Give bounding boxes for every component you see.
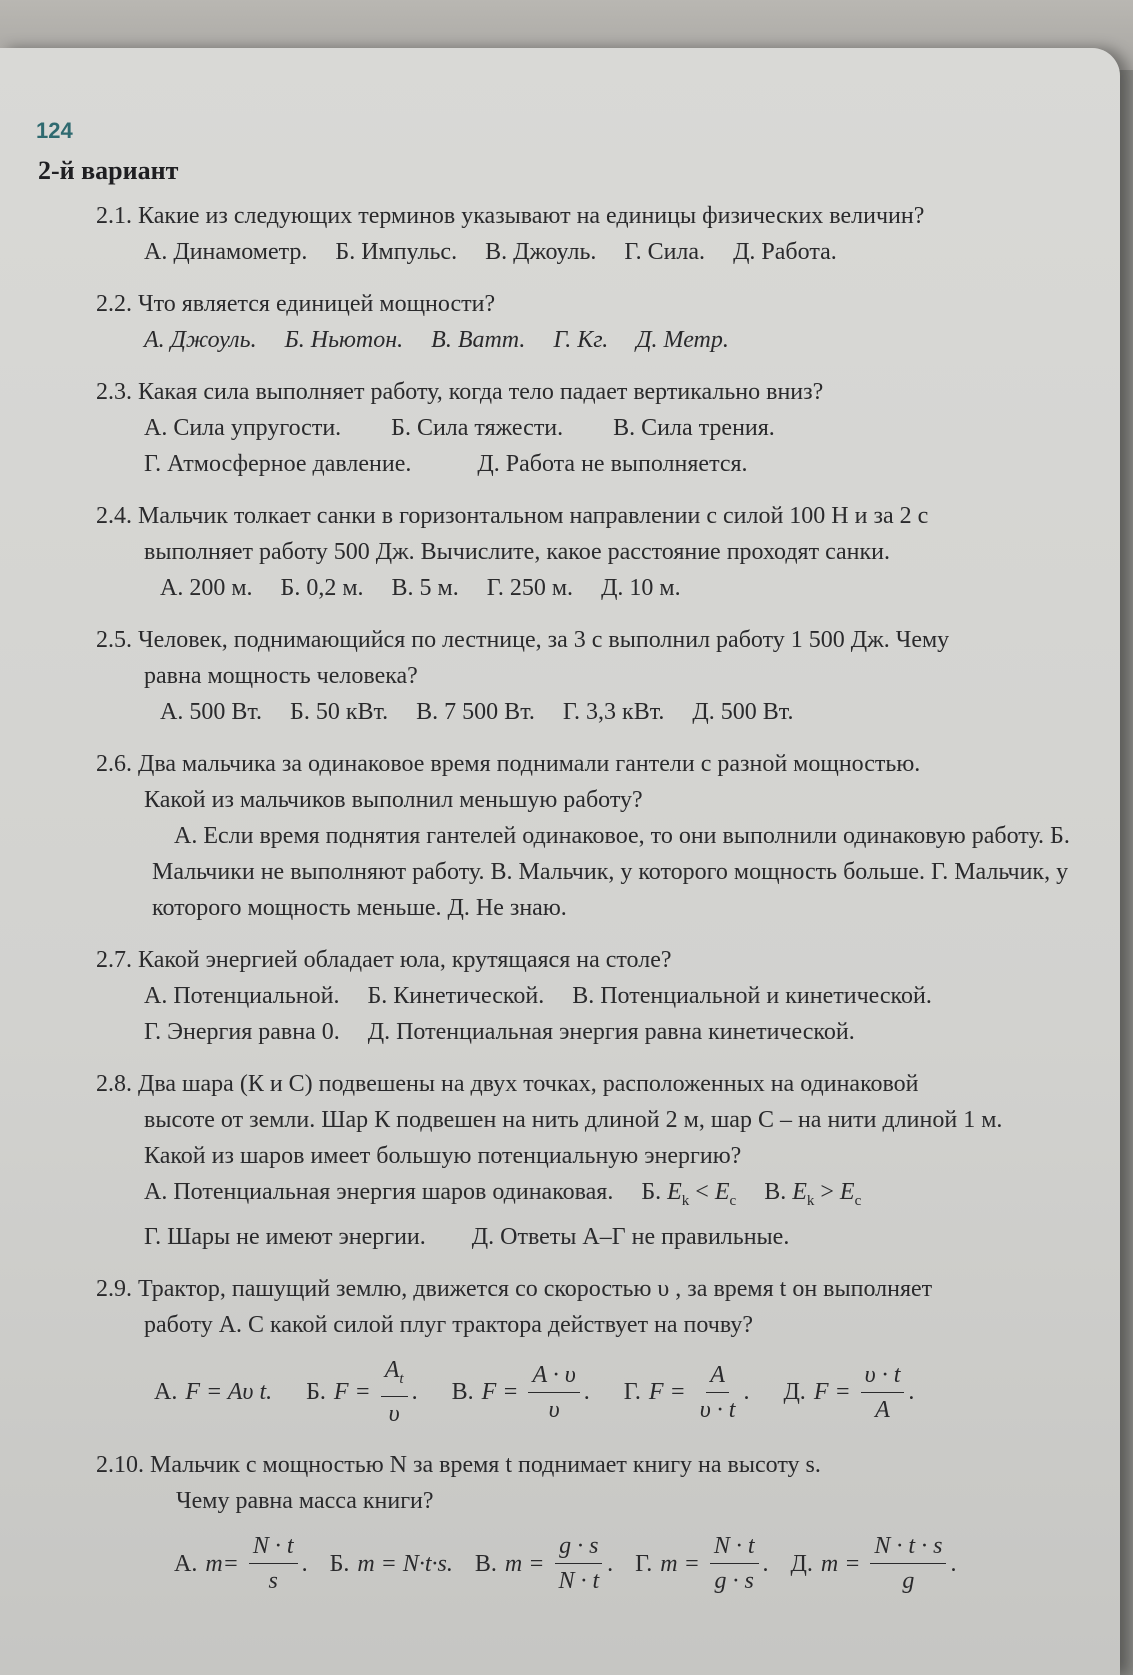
answer-options-row1 xyxy=(96,978,1086,1014)
option-a: А. 200 м. xyxy=(160,575,253,601)
option-d: Г. Атмосферное давление. xyxy=(144,451,412,477)
option-a: А. Потенциальной. xyxy=(144,983,340,1009)
question-text: 2.7. Какой энергией обладает юла, крутящаяся на столе? xyxy=(96,947,672,973)
fraction: $\frac{A_t}{\upsilon}$ xyxy=(381,1353,408,1431)
option-e: Д. Потенциальная энергия равна кинетической. xyxy=(367,1019,855,1045)
question-text-cont-2: Какой из шаров имеет большую потенциальную энергию? xyxy=(144,1143,742,1169)
fraction: $\frac{A \cdot \upsilon}{\upsilon}$ xyxy=(528,1358,579,1427)
question-text: 2.5. Человек, поднимающийся по лестнице, за 3 с выполнил работу 1 500 Дж. Чему xyxy=(96,627,950,653)
option-e: Д. Работа не выполняется. xyxy=(477,451,748,477)
option-a: А. F = Aυ t. xyxy=(154,1379,273,1405)
question-text: 2.1. Какие из следующих терминов указывают на единицы физических величин? xyxy=(96,203,925,229)
question-text: 2.10. Мальчик с мощностью N за время t поднимает книгу на высоту s. xyxy=(96,1452,821,1478)
option-d: Г. m = $\frac{N \cdot t}{g \cdot s}$ . xyxy=(635,1529,768,1598)
option-b: Б. Импульс. xyxy=(335,239,458,265)
option-a: А. Сила упругости. xyxy=(144,415,342,441)
question-2-10 xyxy=(96,1447,1086,1598)
question-2-4 xyxy=(96,498,1086,606)
option-b: Б. 0,2 м. xyxy=(280,575,364,601)
question-text: 2.4. Мальчик толкает санки в горизонтальном направлении с силой 100 Н и за 2 с xyxy=(96,503,929,529)
fraction: $\frac{A}{\upsilon \cdot t}$ xyxy=(696,1358,740,1427)
fraction: $\frac{\upsilon \cdot t}{A}$ xyxy=(861,1358,905,1427)
question-text-cont: Какой из мальчиков выполнил меньшую работу? xyxy=(144,787,643,813)
option-e: Д. F = $\frac{\upsilon \cdot t}{A}$ . xyxy=(783,1358,914,1427)
option-a: А. m= $\frac{N \cdot t}{s}$ . xyxy=(174,1529,308,1598)
option-c: В. Сила трения. xyxy=(613,415,775,441)
answer-options-row2 xyxy=(96,1219,1086,1255)
option-a: А. Динамометр. xyxy=(144,239,308,265)
option-d: Г. Шары не имеют энергии. xyxy=(144,1224,426,1250)
question-2-5 xyxy=(96,622,1086,730)
fraction: $\frac{N \cdot t}{g \cdot s}$ xyxy=(710,1529,759,1598)
variant-title: 2-й вариант xyxy=(38,156,179,185)
option-e: Д. Работа. xyxy=(733,239,837,265)
answer-options-row1 xyxy=(96,410,1086,446)
option-c: В. F = $\frac{A \cdot \upsilon}{\upsilon}$ . xyxy=(452,1358,590,1427)
formula-options xyxy=(96,1353,1086,1431)
question-2-3 xyxy=(96,374,1086,482)
option-c: В. 7 500 Вт. xyxy=(416,699,535,725)
option-d: Г. Кг. xyxy=(553,327,609,353)
option-d: Г. 3,3 кВт. xyxy=(562,699,665,725)
answer-options: А. Если время поднятия гантелей одинаковое, то они выполнили одинаковую работу. Б. Мальчики не выполняют работу. В. Мальчик, у которого мощность больше. Г. Мальчик, у которого мощность меньше. Д. Не знаю. xyxy=(152,823,1070,921)
question-2-8 xyxy=(96,1066,1086,1255)
option-d: Г. F = $\frac{A}{\upsilon \cdot t}$ . xyxy=(624,1358,750,1427)
fraction: $\frac{g \cdot s}{N \cdot t}$ xyxy=(554,1529,603,1598)
answer-options xyxy=(96,234,1086,270)
option-c: В. Потенциальной и кинетической. xyxy=(572,983,932,1009)
option-c: В. Джоуль. xyxy=(485,239,597,265)
option-c: В. Ватт. xyxy=(431,327,526,353)
question-2-7 xyxy=(96,942,1086,1050)
option-e: Д. Ответы А–Г не правильные. xyxy=(471,1224,790,1250)
book-page xyxy=(0,48,1120,1675)
option-a: А. 500 Вт. xyxy=(160,699,263,725)
answer-options-row2 xyxy=(96,1014,1086,1050)
option-e: Д. Метр. xyxy=(636,327,729,353)
question-text: 2.6. Два мальчика за одинаковое время поднимали гантели с разной мощностью. xyxy=(96,751,921,777)
answer-options-row2 xyxy=(96,446,1086,482)
option-b: Б. F = $\frac{A_t}{\upsilon}$ . xyxy=(306,1353,417,1431)
option-b: Б. $E_k < E_c$ xyxy=(641,1179,737,1209)
answer-options xyxy=(96,570,1086,606)
question-text-cont: равна мощность человека? xyxy=(144,663,418,689)
question-text-cont: работу A. С какой силой плуг трактора действует на почву? xyxy=(144,1312,754,1338)
option-b: Б. m = N·t·s. xyxy=(329,1550,453,1577)
option-c: В. m = $\frac{g \cdot s}{N \cdot t}$ . xyxy=(475,1529,613,1598)
answer-options xyxy=(96,694,1086,730)
question-text-cont: Чему равна масса книги? xyxy=(176,1488,434,1514)
answer-options xyxy=(96,322,1086,358)
answer-options-row1 xyxy=(96,1174,1086,1219)
question-text: 2.9. Трактор, пашущий землю, движется со скоростью υ , за время t он выполняет xyxy=(96,1276,933,1302)
question-2-1 xyxy=(96,198,1086,270)
question-2-9 xyxy=(96,1271,1086,1431)
option-d: Г. Сила. xyxy=(624,239,706,265)
option-a: А. Джоуль. xyxy=(144,327,257,353)
question-text: 2.3. Какая сила выполняет работу, когда тело падает вертикально вниз? xyxy=(96,379,824,405)
question-text-cont: высоте от земли. Шар К подвешен на нить длиной 2 м, шар С – на нити длиной 1 м. xyxy=(144,1107,1003,1133)
option-b: Б. Сила тяжести. xyxy=(391,415,564,441)
option-d: Г. 250 м. xyxy=(486,575,574,601)
option-d: Г. Энергия равна 0. xyxy=(144,1019,340,1045)
option-c: В. $E_k > E_c$ xyxy=(764,1179,862,1209)
option-c: В. 5 м. xyxy=(391,575,459,601)
option-b: Б. Кинетической. xyxy=(367,983,545,1009)
question-text: 2.8. Два шара (К и С) подвешены на двух точках, расположенных на одинаковой xyxy=(96,1071,919,1097)
question-2-2 xyxy=(96,286,1086,358)
fraction: $\frac{N \cdot t \cdot s}{g}$ xyxy=(870,1529,946,1598)
page-number: 124 xyxy=(36,118,73,143)
question-text-cont: выполняет работу 500 Дж. Вычислите, какое расстояние проходят санки. xyxy=(144,539,891,565)
option-a: А. Потенциальная энергия шаров одинаковая. xyxy=(144,1179,614,1205)
question-text: 2.2. Что является единицей мощности? xyxy=(96,291,496,317)
option-e: Д. m = $\frac{N \cdot t \cdot s}{g}$ . xyxy=(791,1529,957,1598)
formula-options xyxy=(96,1529,1086,1598)
option-e: Д. 500 Вт. xyxy=(692,699,794,725)
option-e: Д. 10 м. xyxy=(601,575,681,601)
question-2-6 xyxy=(96,746,1086,926)
fraction: $\frac{N \cdot t}{s}$ xyxy=(249,1529,298,1598)
option-b: Б. 50 кВт. xyxy=(290,699,389,725)
option-b: Б. Ньютон. xyxy=(284,327,404,353)
questions-list xyxy=(96,198,1086,1614)
